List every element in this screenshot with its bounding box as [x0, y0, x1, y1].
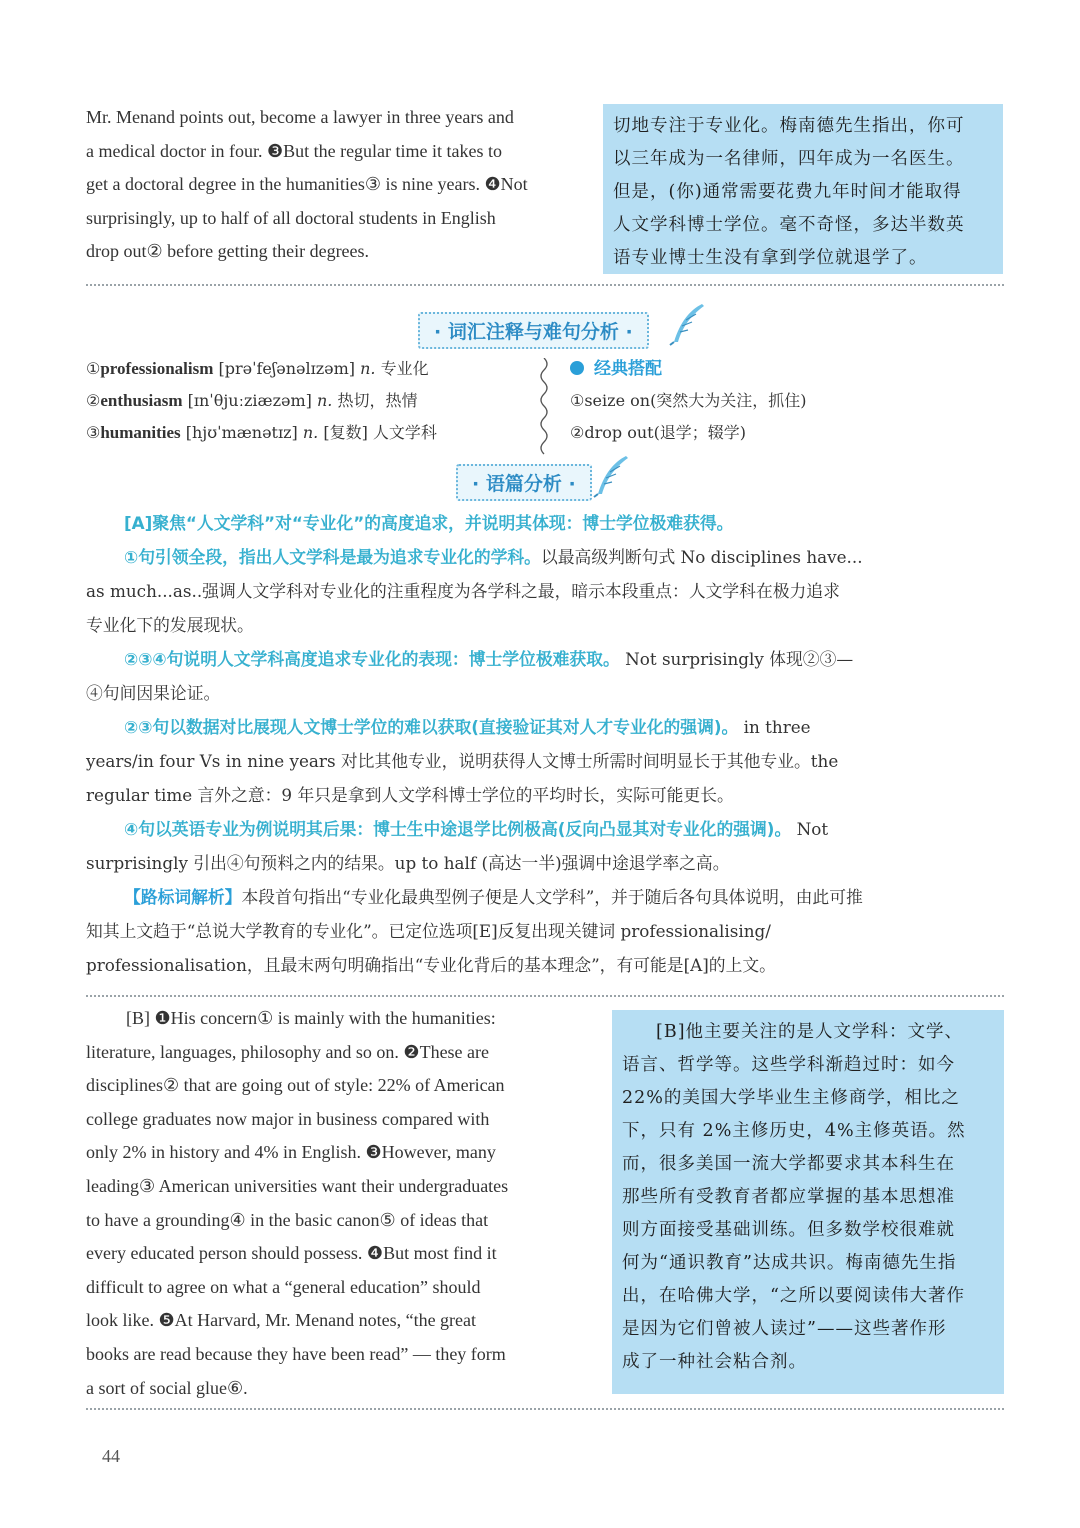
paragraph-a-translation [603, 104, 1003, 274]
collocation-title: 经典搭配 [570, 353, 990, 385]
translation-line: 那些所有受教育者都应掌握的基本思想准 [622, 1187, 955, 1207]
paragraph-a-english [86, 101, 591, 269]
translation-line: 下，只有 2%主修历史，4%主修英语。然 [622, 1121, 966, 1141]
analysis-line: years/in four Vs in nine years 对比其他专业，说明获得人文博士所需时间明显长于其他专业。the [86, 751, 839, 771]
collocation-item: ①seize on(突然大为关注，抓住) [570, 391, 807, 410]
text-line: look like. ❺At Harvard, Mr. Menand notes, “the great [86, 1310, 477, 1331]
analysis-line: ④句间因果论证。 [86, 683, 221, 703]
section-divider [86, 284, 1004, 286]
translation-line: 但是，(你)通常需要花费九年时间才能取得 [613, 182, 962, 202]
quill-icon [592, 454, 632, 498]
text-line: every educated person should possess. ❹But most find it [86, 1243, 497, 1264]
text-line: drop out② before getting their degrees. [86, 241, 370, 262]
translation-line: 以三年成为一名律师，四年成为一名医生。 [613, 149, 965, 169]
text-line: surprisingly, up to half of all doctoral students in English [86, 207, 496, 228]
analysis-line: professionalisation，且最末两句明确指出“专业化背后的基本理念”，有可能是[A]的上文。 [86, 955, 776, 975]
analysis-line: 知其上文趋于“总说大学教育的专业化”。已定位选项[E]反复出现关键词 professionalising/ [86, 921, 771, 941]
analysis-line: ②③句以数据对比展现人文博士学位的难以获取(直接验证其对人才专业化的强调)。 in three [124, 717, 811, 737]
quill-icon [668, 302, 708, 346]
translation-line: 是因为它们曾被人读过”——这些著作形 [622, 1319, 947, 1339]
translation-line: 何为“通识教育”达成共识。梅南德先生指 [622, 1253, 957, 1273]
translation-line: 语专业博士生没有拿到学位就退学了。 [613, 248, 928, 268]
analysis-line: regular time 言外之意：9 年只是拿到人文学科博士学位的平均时长，实际可能更长。 [86, 785, 734, 805]
text-line: college graduates now major in business compared with [86, 1108, 490, 1129]
text-line: Mr. Menand points out, become a lawyer in three years and [86, 107, 514, 127]
analysis-title: [A]聚焦“人文学科”对“专业化”的高度追求，并说明其体现：博士学位极难获得。 [124, 513, 734, 533]
text-line: a medical doctor in four. ❸But the regular time it takes to [86, 140, 503, 161]
analysis-line: 专业化下的发展现状。 [86, 615, 254, 635]
text-line: disciplines② that are going out of style: 22% of American [86, 1075, 505, 1096]
collocation-item: ②drop out(退学；辍学) [570, 423, 747, 442]
text-line: only 2% in history and 4% in English. ❸However, many [86, 1142, 496, 1163]
text-line: leading③ American universities want their undergraduates [86, 1175, 509, 1196]
wavy-divider [536, 358, 552, 456]
translation-line: 切地专注于专业化。梅南德先生指出，你可 [613, 116, 965, 136]
collocation-box [570, 353, 990, 449]
analysis-line: as much...as..强调人文学科对专业化的注重程度为各学科之最，暗示本段重点：人文学科在极力追求 [86, 581, 840, 601]
vocab-item: ③humanities [hjʊˈmænətɪz] n. [复数] 人文学科 [86, 423, 437, 442]
translation-line: 人文学科博士学位。毫不奇怪，多达半数英 [613, 215, 965, 235]
vocab-item: ①professionalism [prəˈfeʃənəlɪzəm] n. 专业化 [86, 359, 429, 378]
analysis-line: surprisingly 引出④句预料之内的结果。up to half (高达一半)强调中途退学率之高。 [86, 853, 730, 873]
translation-line: 而，很多美国一流大学都要求其本科生在 [622, 1154, 955, 1174]
analysis-line: ②③④句说明人文学科高度追求专业化的表现：博士学位极难获取。 Not surprisingly 体现②③— [124, 649, 854, 669]
text-line: to have a grounding④ in the basic canon⑤ of ideas that [86, 1209, 489, 1230]
text-line: books are read because they have been read” — they form [86, 1343, 506, 1364]
analysis-line: 【路标词解析】本段首句指出“专业化最典型例子便是人文学科”，并于随后各句具体说明，由此可推 [124, 887, 863, 907]
translation-line: 出，在哈佛大学，“之所以要阅读伟大著作 [622, 1286, 965, 1306]
text-line: get a doctoral degree in the humanities③ is nine years. ❹Not [86, 174, 528, 195]
translation-line: 成了一种社会粘合剂。 [622, 1352, 807, 1372]
text-line: difficult to agree on what a “general education” should [86, 1276, 481, 1297]
page-number: 44 [102, 1446, 120, 1466]
vocab-list [86, 353, 526, 449]
translation-line: 语言、哲学等。这些学科渐趋过时：如今 [622, 1055, 955, 1075]
analysis-line: ④句以英语专业为例说明其后果：博士生中途退学比例极高(反向凸显其对专业化的强调)。 Not [124, 819, 829, 839]
discourse-analysis [86, 506, 1006, 982]
text-line: literature, languages, philosophy and so on. ❷These are [86, 1041, 490, 1062]
section-divider [86, 1408, 1004, 1410]
paragraph-b-english [86, 1002, 598, 1405]
vocab-section-heading: · 词汇注释与难句分析 · [418, 312, 649, 349]
bullet-icon [570, 361, 584, 375]
section-divider [86, 995, 1004, 997]
paragraph-b-translation [612, 1010, 1004, 1394]
text-line: [B] ❶His concern① is mainly with the humanities: [126, 1008, 496, 1028]
text-line: a sort of social glue⑥. [86, 1377, 248, 1398]
translation-line: [B]他主要关注的是人文学科：文学、 [656, 1022, 964, 1042]
vocab-item: ②enthusiasm [ɪnˈθjuːziæzəm] n. 热切，热情 [86, 391, 418, 410]
translation-line: 22%的美国大学毕业生主修商学，相比之 [622, 1088, 960, 1108]
analysis-line: ①句引领全段，指出人文学科是最为追求专业化的学科。以最高级判断句式 No disciplines have... [124, 547, 863, 567]
discourse-section-heading: · 语篇分析 · [456, 464, 592, 501]
translation-line: 则方面接受基础训练。但多数学校很难就 [622, 1220, 955, 1240]
